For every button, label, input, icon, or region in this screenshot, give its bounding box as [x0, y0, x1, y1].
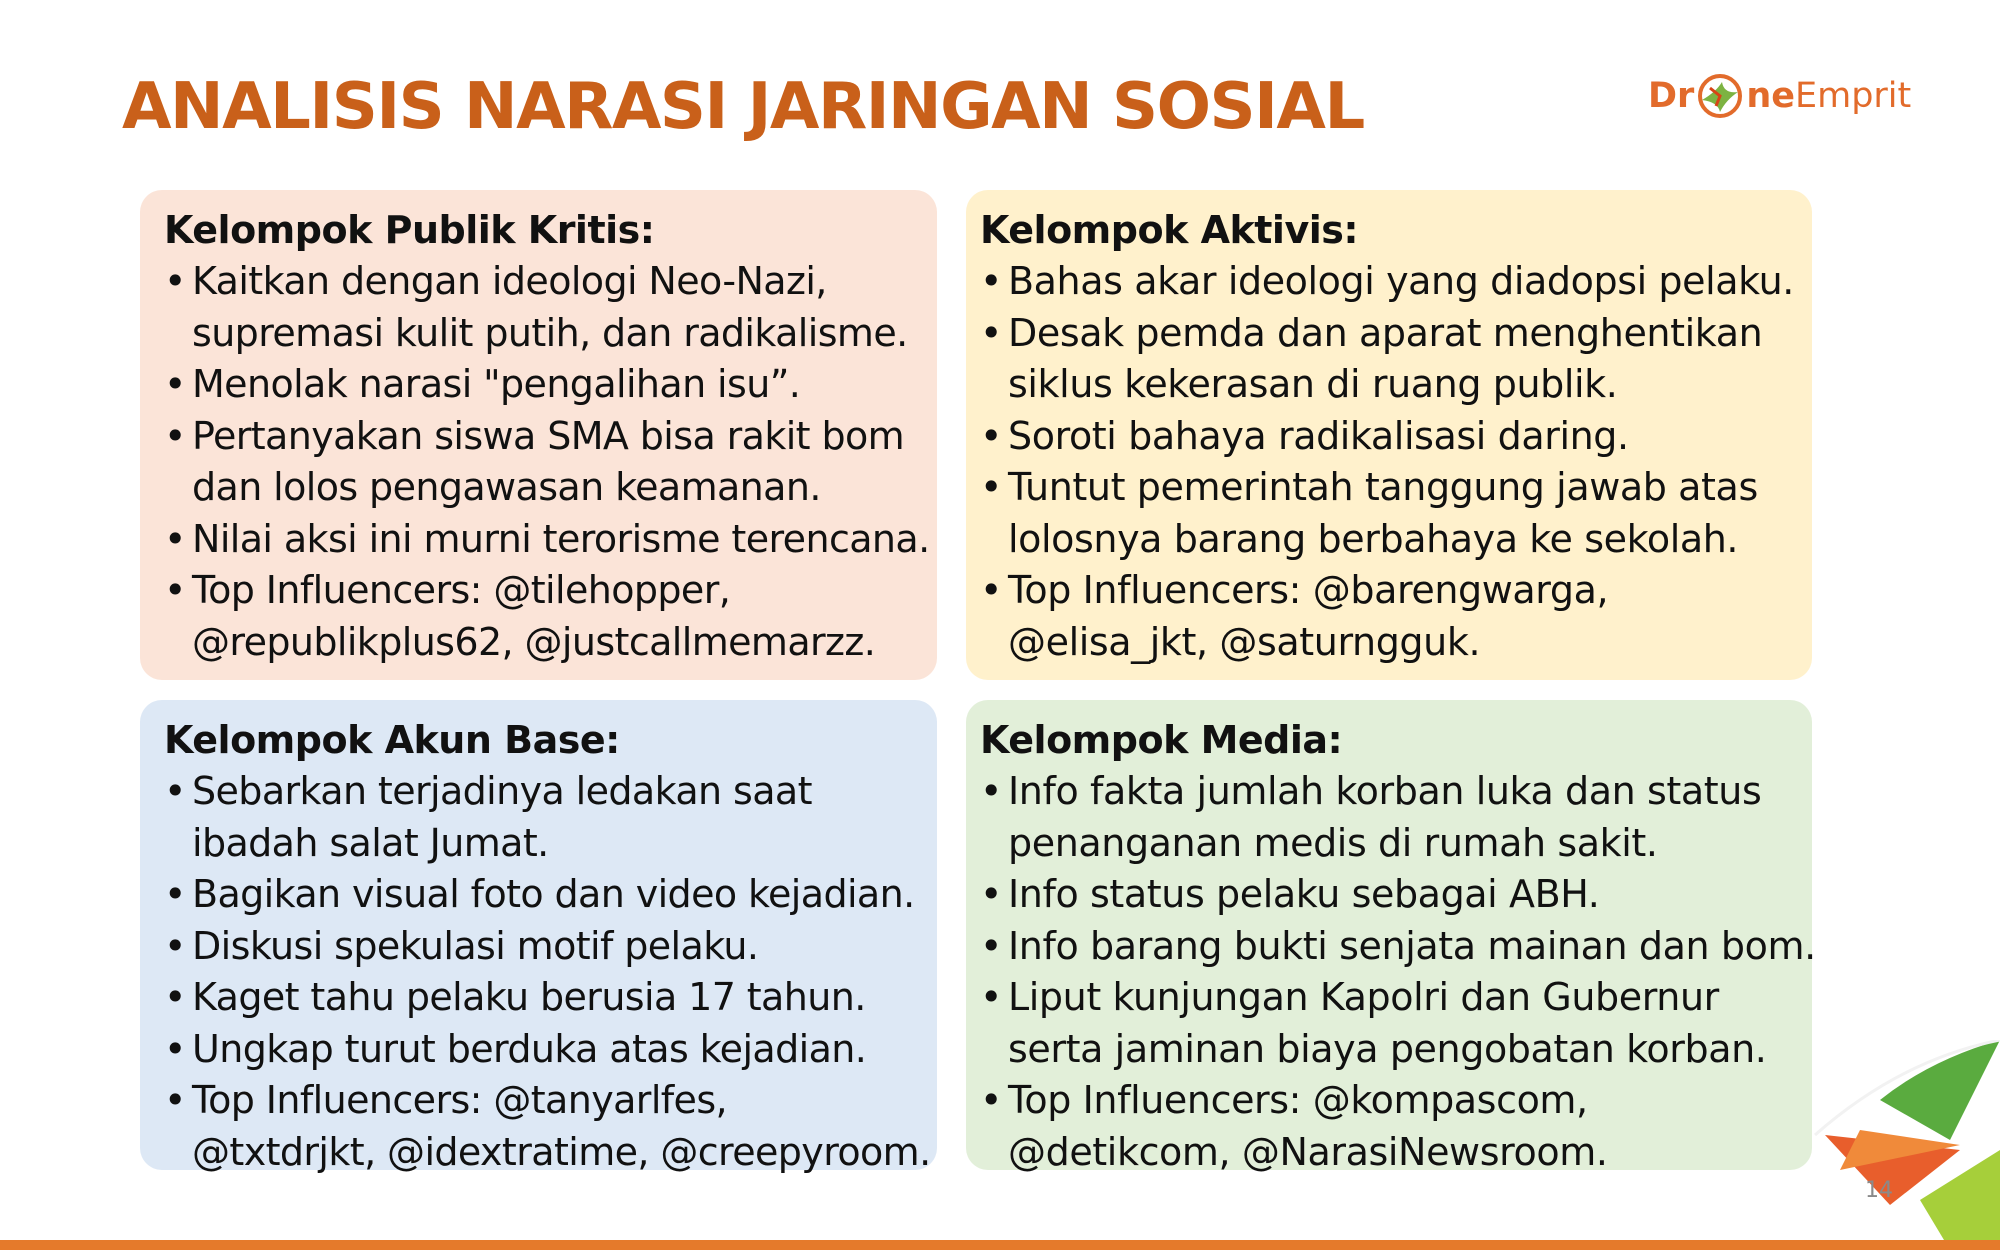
list-item: • Soroti bahaya radikalisasi daring.: [980, 411, 1812, 463]
list-item: serta jaminan biaya pengobatan korban.: [1008, 1026, 1767, 1071]
list-item: • Bagikan visual foto dan video kejadian.: [164, 869, 937, 921]
card-media: [966, 700, 1816, 1174]
page-title: ANALISIS NARASI JARINGAN SOSIAL: [122, 70, 1364, 144]
list-item: siklus kekerasan di ruang publik.: [1008, 362, 1618, 406]
card-heading: Kelompok Media:: [980, 718, 1343, 762]
list-item: @detikcom, @NarasiNewsroom.: [1008, 1129, 1608, 1174]
decorative-corner-graphic: [1810, 1040, 2000, 1250]
list-item: ibadah salat Jumat.: [192, 820, 549, 865]
bullet-list: [164, 256, 937, 668]
list-item: • Desak pemda dan aparat menghentikan: [980, 308, 1812, 360]
list-item: • Top Influencers: @barengwarga,: [980, 565, 1812, 617]
list-item: • Info fakta jumlah korban luka dan status: [980, 766, 1812, 818]
list-item: • Tuntut pemerintah tanggung jawab atas: [980, 462, 1812, 514]
list-item: • Top Influencers: @tanyarlfes,: [164, 1075, 937, 1127]
card-publik-kritis: [140, 190, 937, 680]
list-item: • Ungkap turut berduka atas kejadian.: [164, 1024, 937, 1076]
card-akun-base: [140, 700, 937, 1174]
list-item: • Kaget tahu pelaku berusia 17 tahun.: [164, 972, 937, 1024]
list-item: • Bahas akar ideologi yang diadopsi pelaku.: [980, 256, 1812, 308]
drone-emprit-logo: [1648, 72, 1911, 120]
list-item: • Liput kunjungan Kapolri dan Gubernur: [980, 972, 1812, 1024]
list-item: • Nilai aksi ini murni terorisme terencana.: [164, 514, 937, 566]
list-item: lolosnya barang berbahaya ke sekolah.: [1008, 516, 1739, 561]
bullet-list: [164, 766, 937, 1178]
bullet-list: [980, 766, 1816, 1178]
card-heading: Kelompok Publik Kritis:: [164, 208, 655, 252]
list-item: penanganan medis di rumah sakit.: [1008, 820, 1658, 865]
bullet-list: [980, 256, 1812, 668]
list-item: • Sebarkan terjadinya ledakan saat: [164, 766, 937, 818]
logo-text-part1: Dr: [1648, 76, 1695, 116]
footer-bar: [0, 1240, 2000, 1250]
list-item: @elisa_jkt, @saturngguk.: [1008, 619, 1481, 664]
list-item: • Top Influencers: @kompascom,: [980, 1075, 1812, 1127]
list-item: supremasi kulit putih, dan radikalisme.: [192, 310, 908, 355]
drone-bird-icon: [1696, 72, 1744, 120]
list-item: • Info barang bukti senjata mainan dan bom.: [980, 921, 1812, 973]
list-item: dan lolos pengawasan keamanan.: [192, 465, 821, 509]
list-item: • Menolak narasi "pengalihan isu”.: [164, 359, 937, 411]
logo-text-part2: ne: [1746, 76, 1795, 116]
list-item: • Diskusi spekulasi motif pelaku.: [164, 921, 937, 973]
card-heading: Kelompok Akun Base:: [164, 718, 620, 762]
list-item: @txtdrjkt, @idextratime, @creepyroom.: [192, 1129, 931, 1174]
logo-text-part3: Emprit: [1794, 76, 1912, 116]
list-item: • Top Influencers: @tilehopper,: [164, 565, 937, 617]
page-number: 14: [1865, 1178, 1893, 1203]
list-item: • Pertanyakan siswa SMA bisa rakit bom: [164, 411, 937, 463]
list-item: • Kaitkan dengan ideologi Neo-Nazi,: [164, 256, 937, 308]
card-heading: Kelompok Aktivis:: [980, 208, 1359, 252]
list-item: @republikplus62, @justcallmemarzz.: [192, 619, 876, 664]
list-item: • Info status pelaku sebagai ABH.: [980, 869, 1812, 921]
card-aktivis: [966, 190, 1812, 680]
